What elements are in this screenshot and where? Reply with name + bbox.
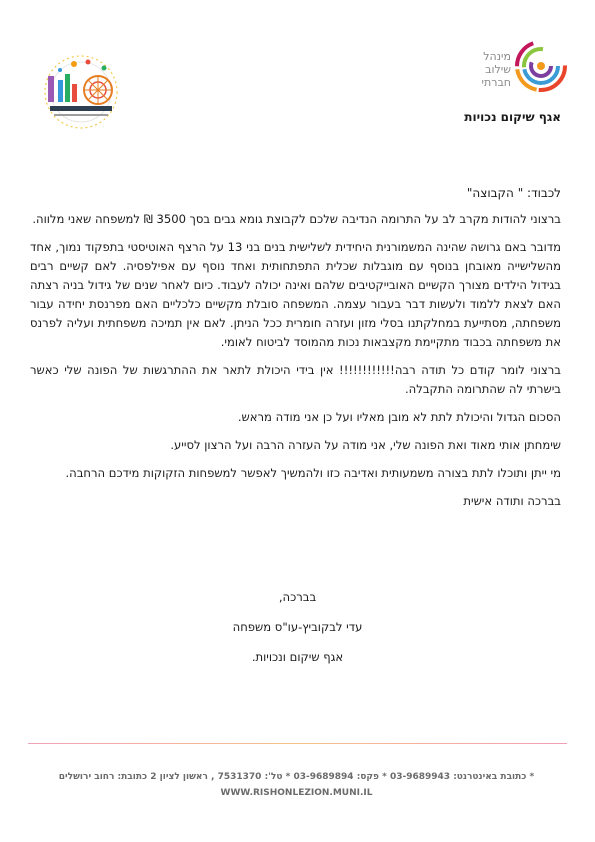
logo-line: חברתי — [481, 76, 511, 89]
paragraph-happiness: שימחתן אותי מאוד ואת הפונה שלי, אני מודה על העזרה הרבה ועל הרצון לסייע. — [170, 438, 561, 452]
department-title: אגף שיקום נכויות — [464, 110, 561, 124]
logo-text-lines — [482, 50, 511, 89]
logo-line: שילוב — [485, 63, 511, 76]
signer-department: אגף שיקום ונכויות. — [251, 650, 344, 664]
closing-line: בברכה, — [278, 590, 317, 604]
footer — [20, 769, 573, 801]
footer-divider — [28, 743, 567, 744]
spiral-logo-icon — [515, 40, 567, 92]
paragraph-wish: מי ייתן ותוכלו לתת בצורה משמעותית ואדיבה כזו ולהמשיך לאפשר למשפחות הזקוקות מידכם הרחבה. — [65, 466, 561, 480]
logo-line: מינהל — [483, 50, 511, 63]
signer-name: עדי לבקוביץ-עו"ס משפחה — [232, 620, 363, 634]
anniversary-140-logo — [36, 50, 126, 140]
paragraph-family-description: מדובר באם גרושה שהינה המשמורנית היחידית לשלישית בנים בני 13 על הרצף האוטיסטי בתפקוד נמוך, אחד מהשלישייה מאובחן בנוסף עם מוגבלות שכלית התפתחותית ואחד נוסף עם אפילפסיה. לאם קשיים רבים בגידול הילדים מצורך הקשיים האובייקטיבים שלהם ואינה יכולה לעבוד. כיום לאחר שנים של גידול בניה רצתה האם לצאת ללמוד ולעשות דבר בעבור עצמה. המשפחה סובלת מקשיים כלכליים האם מפרנסת יחידה עבור משפחתה, מסתייעת במחלקתנו בסלי מזון ועזרה חומרית ככל הניתן. לאם אין תמיכה משפחתית ועליה לפרנס את משפחתה בכבוד מתקיימת מקצבאות נכות מהמוסד לביטוח לאומי. — [30, 240, 561, 349]
paragraph-sum: הסכום הגדול והיכולת לתת לא מובן מאליו ועל כן אני מודה מראש. — [237, 410, 561, 424]
salutation: לכבוד: " הקבוצה" — [466, 186, 561, 200]
paragraph-closing-thanks: בברכה ותודה אישית — [463, 494, 561, 508]
social-integration-logo — [457, 40, 567, 100]
letter-body — [30, 186, 561, 520]
signature-block — [0, 582, 595, 672]
paragraph-gratitude: ברצוני לומר קודם כל תודה רבה!!!!!!!!!!!! אין בידי היכולת לתאר את ההתרגשות של הפונה שלי כאשר בישרתי לה שהתרומה התקבלה. — [30, 363, 561, 396]
footer-contact-line: * כתובת באינטרנט: 03-9689943 * פקס: 03-9689894 * טל': 7531370 , ראשון לציון 2 כתובת: רחוב ירושלים — [58, 772, 535, 782]
anniversary-emblem-icon — [36, 50, 126, 140]
paragraph-thanks: ברצוני להודות מקרב לב על התרומה הנדיבה שלכם לקבוצת גומא גבים בסך 3500 ₪ למשפחה שאני מלווה. — [32, 212, 561, 226]
footer-website: WWW.RISHONLEZION.MUNI.IL — [220, 788, 373, 798]
